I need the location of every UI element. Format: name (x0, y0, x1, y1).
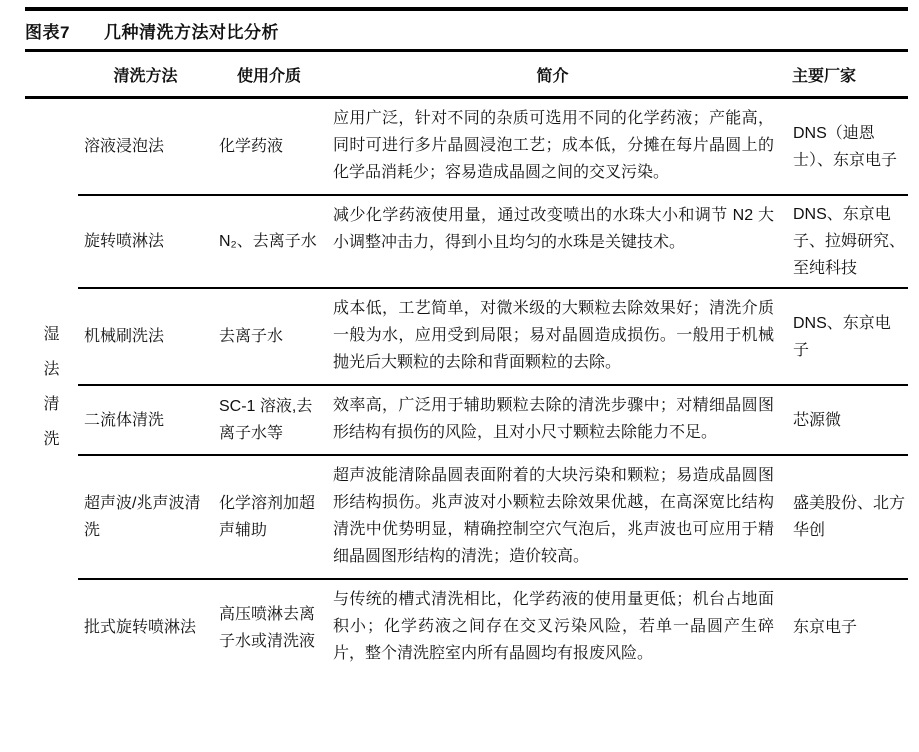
cleaning-methods-table (25, 52, 908, 675)
cell-vendors: DNS、东京电子、拉姆研究、至纯科技 (780, 195, 908, 288)
cell-intro: 减少化学药液使用量，通过改变喷出的水珠大小和调节 N2 大小调整冲击力，得到小且均匀的水珠是关键技术。 (325, 195, 780, 288)
header-row (25, 52, 908, 98)
header-cell-method: 清洗方法 (78, 52, 213, 98)
table-row (25, 455, 908, 579)
table-row (25, 98, 908, 196)
cell-intro: 效率高，广泛用于辅助颗粒去除的清洗步骤中；对精细晶圆图形结构有损伤的风险，且对小尺寸颗粒去除能力不足。 (325, 385, 780, 455)
cell-intro: 与传统的槽式清洗相比，化学药液的使用量更低；机台占地面积小；化学药液之间存在交叉污染风险，若单一晶圆产生碎片，整个清洗腔室内所有晶圆均有报废风险。 (333, 591, 774, 662)
cell-vendors: DNS（迪恩士）、东京电子 (780, 98, 908, 196)
group-cell-wet-cleaning (25, 98, 78, 676)
table-row (25, 385, 908, 455)
cell-medium: SC-1 溶液,去离子水等 (213, 385, 325, 455)
figure-tag: 图表7 (25, 23, 70, 42)
cell-intro: 成本低，工艺简单，对微米级的大颗粒去除效果好；清洗介质一般为水，应用受到局限；易对晶圆造成损伤。一般用于机械抛光后大颗粒的去除和背面颗粒的去除。 (325, 288, 780, 385)
table-row (25, 288, 908, 385)
cell-medium: N₂、去离子水 (213, 195, 325, 288)
cell-vendors: DNS、东京电子 (780, 288, 908, 385)
cell-vendors: 盛美股份、北方华创 (780, 455, 908, 579)
figure-block (25, 7, 908, 675)
cell-method: 超声波/兆声波清洗 (78, 455, 213, 579)
cell-intro: 超声波能清除晶圆表面附着的大块污染和颗粒；易造成晶圆图形结构损伤。兆声波对小颗粒去除效果优越，在高深宽比结构清洗中优势明显，精确控制空穴气泡后，兆声波也可应用于精细晶圆图形结构的清洗；造价较高。 (325, 455, 780, 579)
cell-vendors: 芯源微 (780, 385, 908, 455)
cell-method: 二流体清洗 (78, 385, 213, 455)
header-cell-vendors: 主要厂家 (780, 52, 908, 98)
cell-method: 批式旋转喷淋法 (84, 619, 197, 636)
figure-title-bar (25, 7, 908, 52)
cell-method: 旋转喷淋法 (78, 195, 213, 288)
cell-medium: 化学药液 (213, 98, 325, 196)
cell-intro: 应用广泛，针对不同的杂质可选用不同的化学药液；产能高，同时可进行多片晶圆浸泡工艺；成本低，分摊在每片晶圆上的化学品消耗少；容易造成晶圆之间的交叉污染。 (325, 98, 780, 196)
table-row (25, 195, 908, 288)
wet-cleaning-label: 湿法清洗 (43, 326, 60, 448)
cell-medium: 高压喷淋去离子水或清洗液 (219, 605, 316, 650)
cell-medium: 化学溶剂加超声辅助 (213, 455, 325, 579)
cell-medium: 去离子水 (213, 288, 325, 385)
cell-method: 溶液浸泡法 (78, 98, 213, 196)
header-cell-group (25, 52, 78, 98)
header-cell-intro: 简介 (325, 52, 780, 98)
figure-title: 几种清洗方法对比分析 (103, 23, 279, 42)
header-cell-medium: 使用介质 (213, 52, 325, 98)
cell-vendors: 东京电子 (793, 619, 858, 636)
table-row (25, 579, 908, 675)
cell-method: 机械刷洗法 (78, 288, 213, 385)
